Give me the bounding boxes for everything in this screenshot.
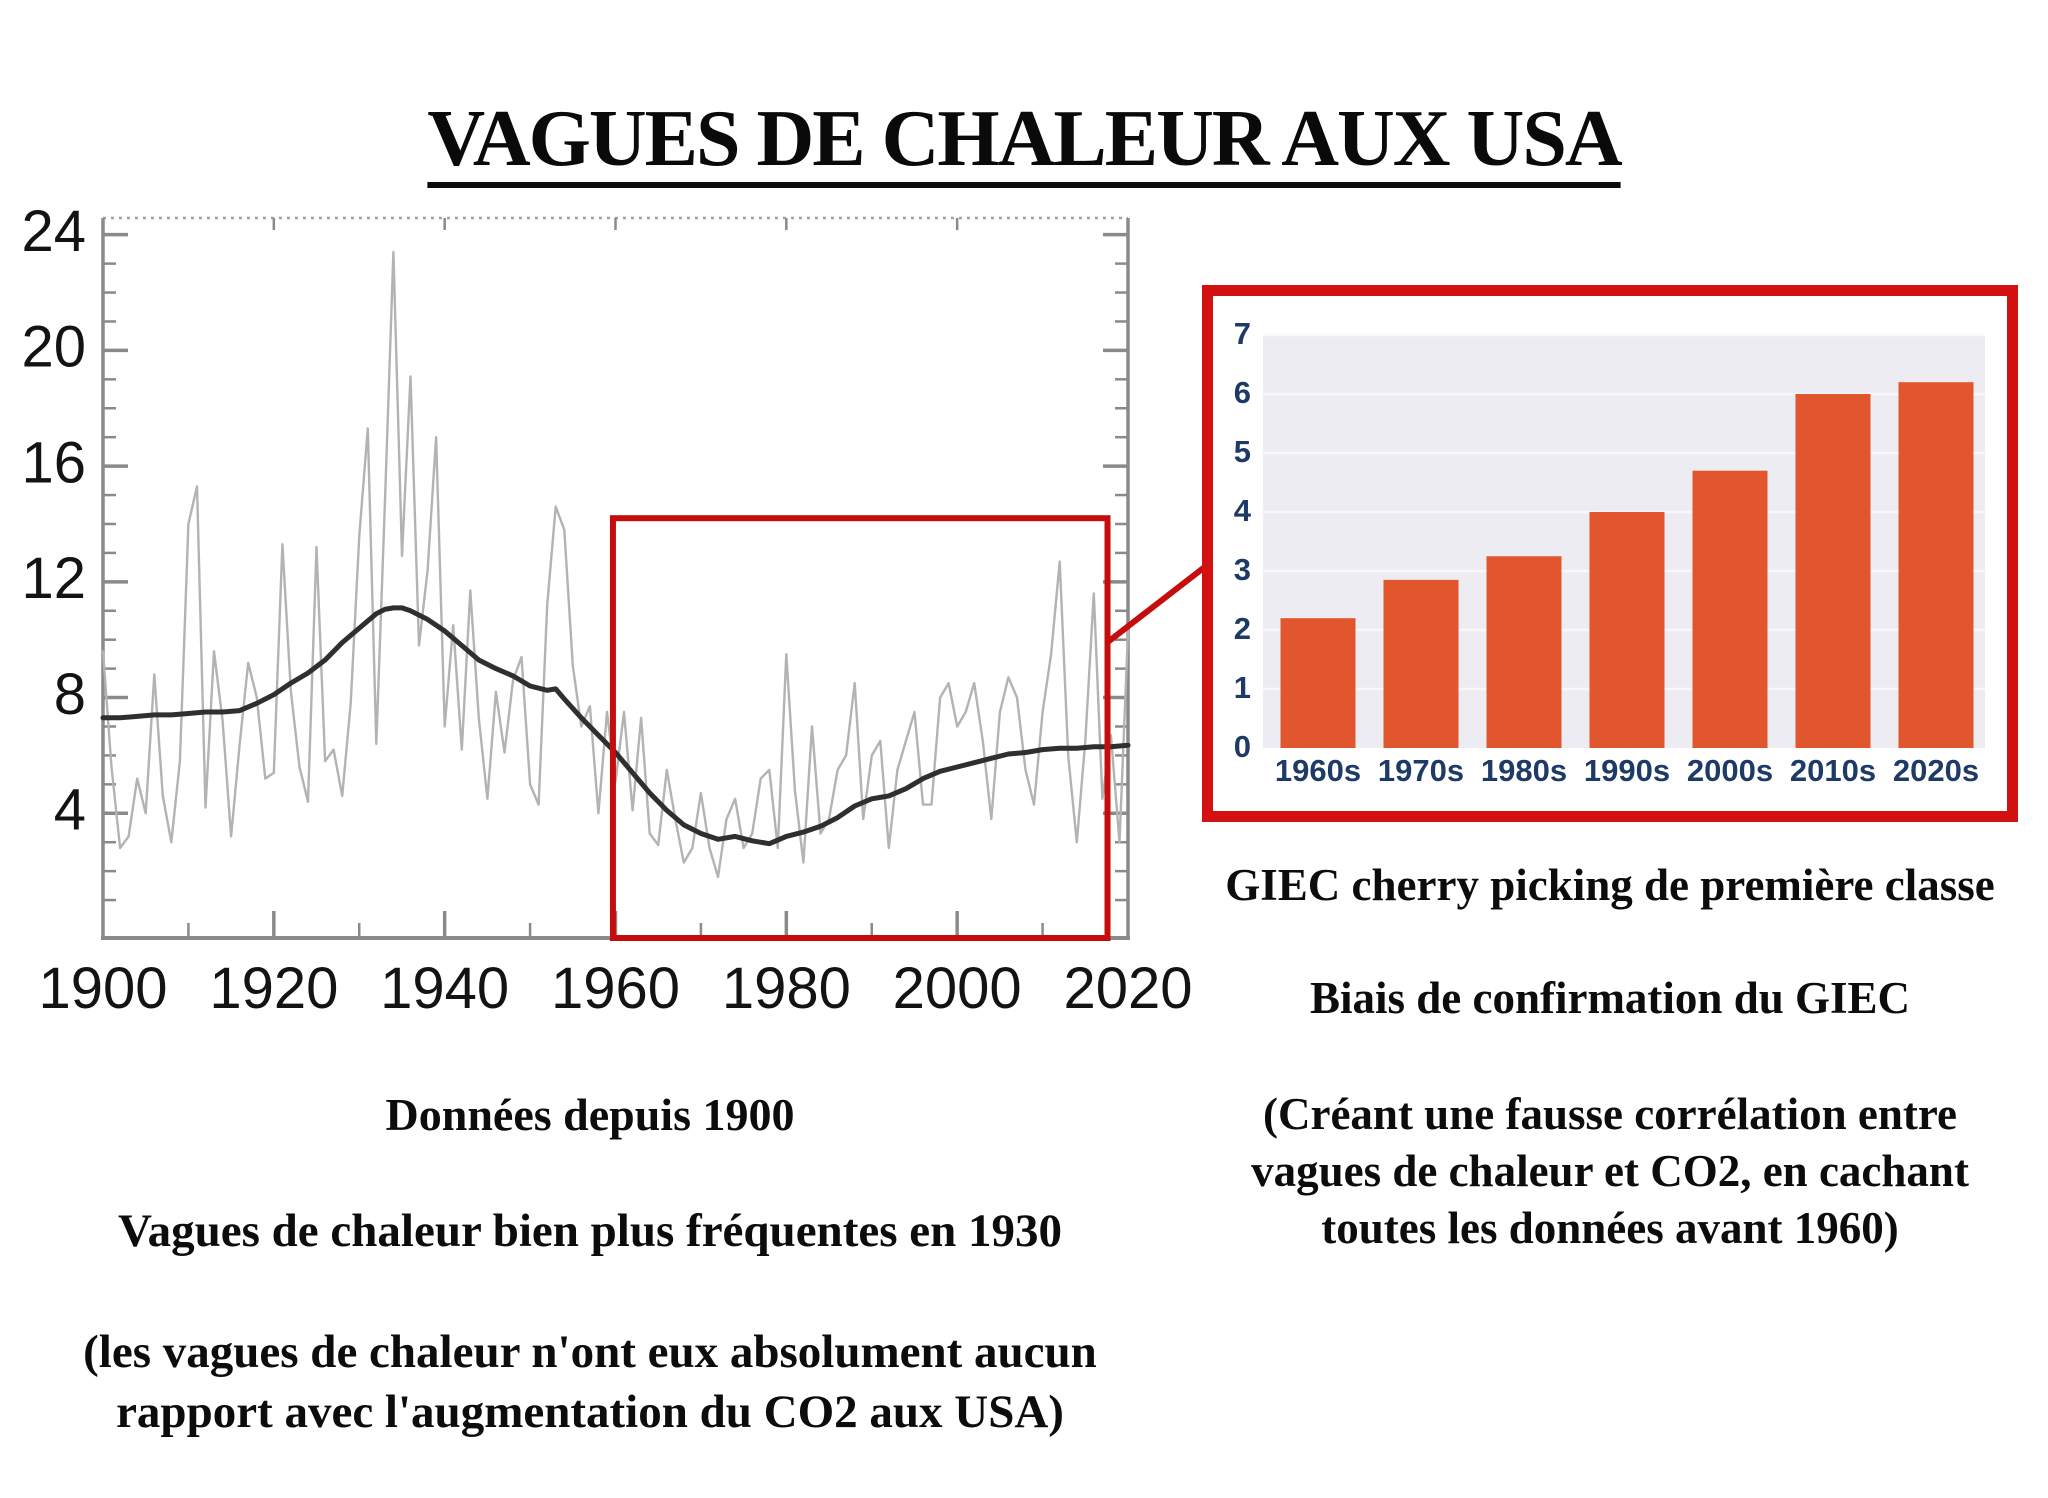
left-caption-co2-note: [15, 1322, 1165, 1442]
x-axis-label: 2000: [892, 956, 1022, 1021]
connector-line: [1107, 566, 1207, 643]
right-caption-false-correlation-line3: toutes les données avant 1960): [1321, 1203, 1899, 1253]
bar-category-label: 2000s: [1686, 753, 1774, 788]
bar-category-label: 1970s: [1377, 753, 1465, 788]
bar-y-axis-label: 1: [1233, 670, 1251, 706]
bar-y-axis-label: 4: [1233, 493, 1251, 529]
bar-1980s: [1487, 556, 1562, 748]
line-chart: [21, 199, 1206, 1021]
bar-1960s: [1281, 618, 1356, 748]
bar-category-label: 1960s: [1274, 753, 1362, 788]
right-caption-confirmation-bias: Biais de confirmation du GIEC: [1309, 973, 1911, 1023]
right-caption-false-correlation-line2: vagues de chaleur et CO2, en cachant: [1251, 1146, 1969, 1196]
bar-category-label: 2020s: [1892, 753, 1980, 788]
y-axis-label: 20: [21, 314, 86, 380]
y-axis-label: 8: [53, 661, 86, 727]
x-axis-label: 2020: [1063, 956, 1193, 1021]
x-axis-label: 1960: [550, 956, 681, 1021]
x-axis-label: 1980: [721, 956, 851, 1021]
bar-y-axis-label: 7: [1233, 316, 1251, 352]
bar-y-axis-label: 5: [1233, 434, 1251, 470]
bar-1970s: [1384, 580, 1459, 748]
left-caption-co2-note-line1: (les vagues de chaleur n'ont eux absolument aucun: [83, 1326, 1097, 1378]
right-caption-cherry-picking: GIEC cherry picking de première classe: [1225, 860, 1995, 910]
bar-2020s: [1899, 382, 1974, 748]
page-title: VAGUES DE CHALEUR AUX USA: [427, 94, 1621, 183]
bar-2010s: [1796, 394, 1871, 748]
left-caption-more-frequent-1930: Vagues de chaleur bien plus fréquentes en 1930: [117, 1205, 1063, 1257]
right-caption-false-correlation-note: [1192, 1086, 2028, 1257]
y-axis-label: 24: [21, 199, 86, 265]
left-caption-data-since-1900: Données depuis 1900: [385, 1089, 795, 1140]
bar-y-axis-label: 0: [1233, 729, 1251, 765]
left-caption-co2-note-line2: rapport avec l'augmentation du CO2 aux USA): [116, 1386, 1064, 1438]
bar-1990s: [1590, 512, 1665, 748]
bar-chart: [1208, 291, 2013, 817]
x-axis-label: 1920: [209, 956, 339, 1021]
y-axis-label: 16: [21, 430, 86, 496]
highlight-box: [613, 518, 1108, 938]
x-axis-label: 1900: [38, 956, 168, 1021]
bar-category-label: 2010s: [1789, 753, 1877, 788]
bar-y-axis-label: 6: [1233, 375, 1251, 411]
y-axis-label: 4: [53, 777, 86, 843]
bar-y-axis-label: 2: [1233, 611, 1251, 647]
bar-category-label: 1980s: [1480, 753, 1568, 788]
bar-2000s: [1693, 471, 1768, 748]
right-caption-false-correlation-line1: (Créant une fausse corrélation entre: [1262, 1089, 1957, 1139]
bar-y-axis-label: 3: [1233, 552, 1251, 588]
x-axis-label: 1940: [380, 956, 510, 1021]
y-axis-label: 12: [21, 546, 86, 612]
bar-category-label: 1990s: [1583, 753, 1671, 788]
